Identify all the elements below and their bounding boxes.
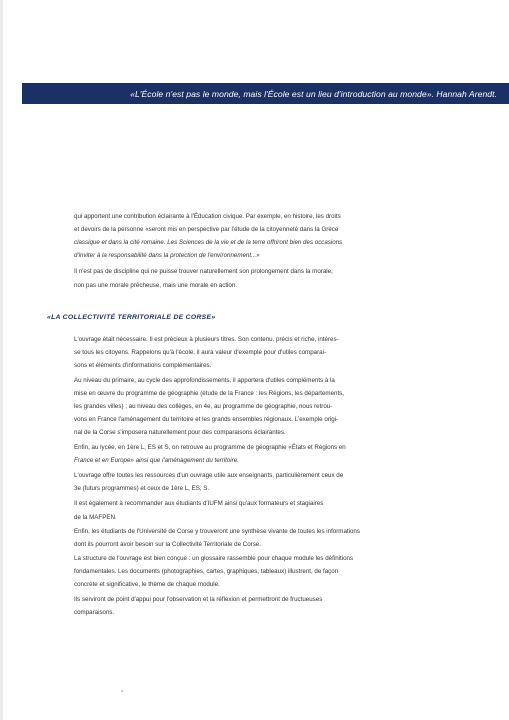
body-line: France et en Europe» ainsi que l'aménagement du territoire. — [74, 457, 239, 464]
body-line: mise en œuvre du programme de géographie (étude de la France : les Régions, les départements, — [74, 390, 344, 397]
page-edge — [0, 0, 3, 720]
body-line: L'ouvrage était nécessaire. Il est précieux à plusieurs titres. Son contenu, précis et riche, intéres- — [74, 336, 339, 343]
body-line: concrète et significative, le thème de chaque module. — [74, 581, 220, 588]
body-line: comparaisons. — [74, 609, 115, 616]
intro-line: classique et dans la cité romaine. Les Sciences de la vie et de la terre offriront bien des occasions — [74, 239, 343, 246]
body-line: dont ils pourront avoir besoin sur la Collectivité Territoriale de Corse. — [74, 541, 261, 548]
body-line: fondamentales. Les documents (photographies, cartes, graphiques, tableaux) illustrent, de façon — [74, 568, 339, 575]
banner-quote: «L'École n'est pas le monde, mais l'École est un lieu d'introduction au monde». Hannah Arendt. — [130, 88, 497, 99]
section-title: «LA COLLECTIVITÉ TERRITORIALE DE CORSE» — [47, 314, 216, 321]
body-line: sons et éléments d'informations complémentaires. — [74, 362, 212, 369]
body-line: vons en France l'aménagement du territoire et les grands ensembles régionaux. L'exemple origi- — [74, 416, 339, 423]
body-line: L'ouvrage offre toutes les ressources d'un ouvrage utile aux enseignants, particulièrement ceux de — [74, 472, 344, 479]
intro-line: d'inviter à la responsabilité dans la protection de l'environnement...» — [74, 252, 260, 259]
body-line: de la MAFPEN. — [74, 514, 117, 521]
body-line: Au niveau du primaire, au cycle des approfondissements, il apportera d'utiles compléments à la — [74, 377, 335, 384]
intro-line: non pas une morale prêcheuse, mais une morale en action. — [74, 282, 238, 289]
body-line: Ils serviront de point d'appui pour l'observation et la réflexion et permettront de fructueuses — [74, 596, 323, 603]
intro-line: Il n'est pas de discipline qui ne puisse trouver naturellement son prolongement dans la morale, — [74, 268, 333, 275]
intro-line: et devoirs de la personne «seront mis en perspective par l'étude de la citoyenneté dans la Grèce — [74, 226, 339, 233]
page-mark — [121, 690, 123, 692]
body-line: les grandes villes) ; au niveau des collèges, en 4e, au programme de géographie, nous retrou- — [74, 403, 333, 410]
body-line: se tous les citoyens. Rappelons qu'à l'école, il aura valeur d'exemple pour d'utiles comparai- — [74, 349, 327, 356]
body-line: Enfin, les étudiants de l'Université de Corse y trouveront une synthèse vivante de toutes les informations — [74, 528, 360, 535]
body-line: nal de la Corse s'imposera naturellement pour des comparaisons éclairantes. — [74, 429, 286, 436]
intro-line: qui apportent une contribution éclairante à l'Éducation civique. Par exemple, en histoire, les droits — [74, 213, 341, 220]
body-line: Enfin, au lycée, en 1ère L, ES et S, on retrouve au programme de géographie «États et Régions en — [74, 444, 346, 451]
body-line: Il est également à recommander aux étudiants d'IUFM ainsi qu'aux formateurs et stagiaires — [74, 500, 324, 507]
body-line: 3e (futurs programmes) et ceux de 1ère L, ES, S. — [74, 485, 210, 492]
body-line: La structure de l'ouvrage est bien conçue : un glossaire rassemble pour chaque module les définitions — [74, 555, 354, 562]
quote-banner — [22, 83, 509, 104]
